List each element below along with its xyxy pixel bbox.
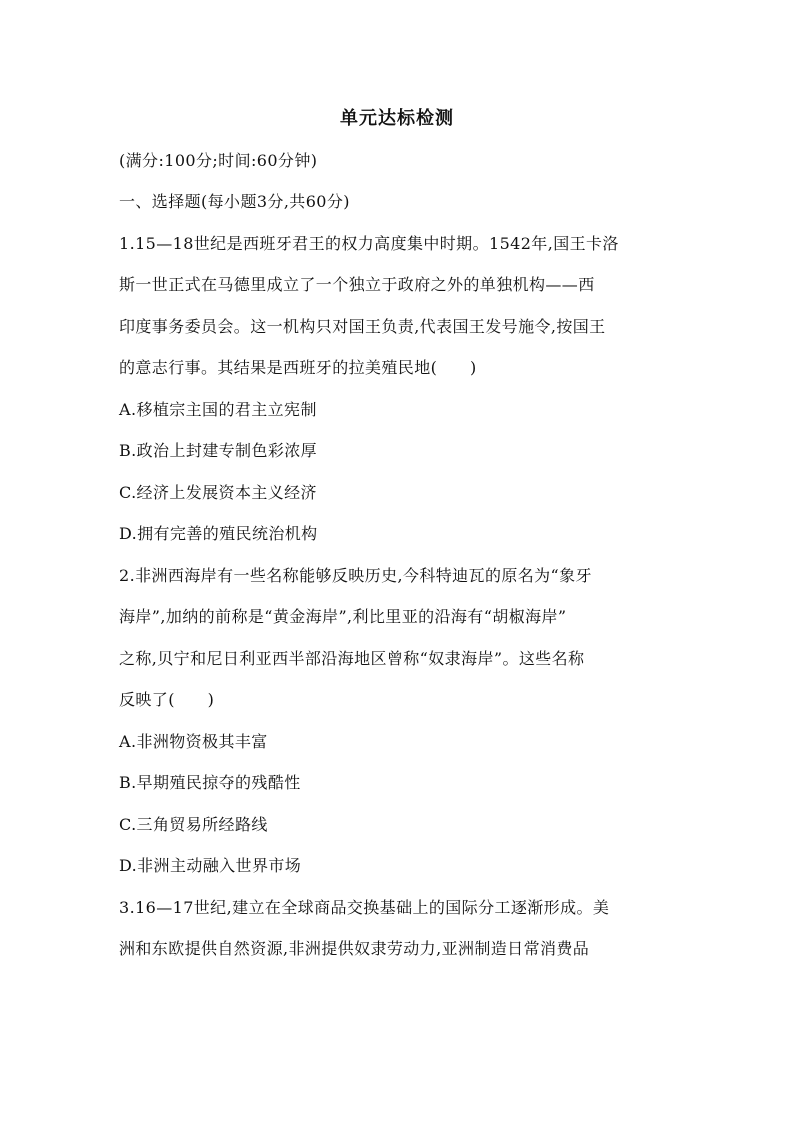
score-info: (满分:100分;时间:60分钟) xyxy=(119,151,318,170)
question-stem-line: 的意志行事。其结果是西班牙的拉美殖民地( ) xyxy=(119,358,477,377)
option-d: D.非洲主动融入世界市场 xyxy=(119,856,302,875)
question-stem-line: 洲和东欧提供自然资源,非洲提供奴隶劳动力,亚洲制造日常消费品 xyxy=(119,939,590,958)
question-stem-line: 之称,贝宁和尼日利亚西半部沿海地区曾称“奴隶海岸”。这些名称 xyxy=(119,649,585,668)
option-b: B.政治上封建专制色彩浓厚 xyxy=(119,441,318,460)
option-b: B.早期殖民掠夺的残酷性 xyxy=(119,773,301,792)
option-a: A.移植宗主国的君主立宪制 xyxy=(119,400,317,419)
question-stem-line: 3.16—17世纪,建立在全球商品交换基础上的国际分工逐渐形成。美 xyxy=(119,898,610,917)
question-stem-line: 印度事务委员会。这一机构只对国王负责,代表国王发号施令,按国王 xyxy=(119,317,606,336)
question-stem-line: 2.非洲西海岸有一些名称能够反映历史,今科特迪瓦的原名为“象牙 xyxy=(119,566,592,585)
question-stem-line: 海岸”,加纳的前称是“黄金海岸”,利比里亚的沿海有“胡椒海岸” xyxy=(119,607,567,626)
option-a: A.非洲物资极其丰富 xyxy=(119,732,268,751)
option-d: D.拥有完善的殖民统治机构 xyxy=(119,524,318,543)
page-title: 单元达标检测 xyxy=(340,108,454,129)
question-stem-line: 斯一世正式在马德里成立了一个独立于政府之外的单独机构——西 xyxy=(119,275,595,294)
option-c: C.三角贸易所经路线 xyxy=(119,815,268,834)
question-stem-line: 1.15—18世纪是西班牙君王的权力高度集中时期。1542年,国王卡洛 xyxy=(119,234,619,253)
question-stem-line: 反映了( ) xyxy=(119,690,215,709)
option-c: C.经济上发展资本主义经济 xyxy=(119,483,317,502)
section-heading: 一、选择题(每小题3分,共60分) xyxy=(119,192,350,211)
